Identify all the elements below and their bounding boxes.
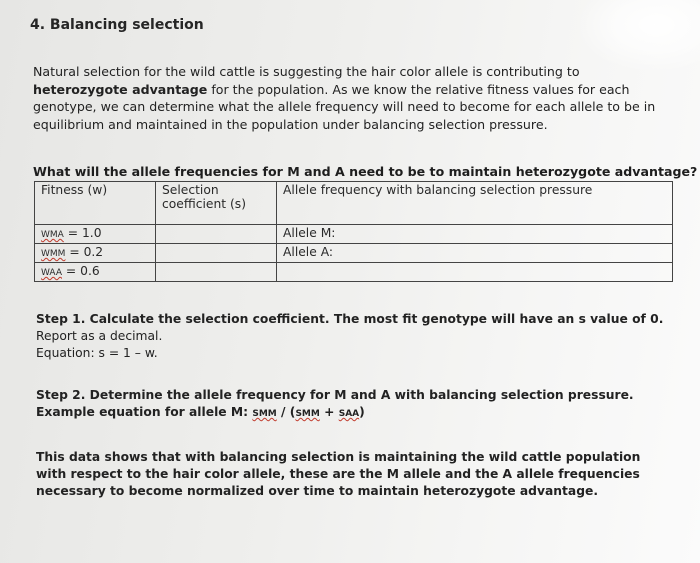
step-2-label: Step 2. [36, 388, 86, 402]
step-1-line-1 [36, 311, 666, 328]
step-2-text: Determine the allele frequency for M and A with balancing selection pressure. [85, 388, 634, 402]
intro-text-1: Natural selection for the wild cattle is suggesting the hair color allele is contributing to [33, 64, 580, 79]
table-row [35, 263, 673, 282]
step-1-block [36, 311, 666, 362]
selection-cell[interactable] [156, 225, 277, 244]
step-1-line-3: Equation: s = 1 – w. [36, 346, 158, 360]
eq-term-smm: SMM [252, 409, 277, 419]
fitness-cell [35, 244, 156, 263]
allele-cell[interactable] [277, 263, 673, 282]
table-row [35, 244, 673, 263]
intro-text-2: for the population. As we know the relative fitness values for each genotype, we can determine what the allele frequency will need to become for each allele to be in equilibrium and maintained in the population under balancing selection pressure. [33, 81, 656, 132]
eq-term-smm-2: SMM [295, 409, 320, 419]
intro-paragraph [33, 63, 673, 133]
table-header-row [35, 182, 673, 225]
header-selection: Selection coefficient (s) [156, 182, 277, 225]
fitness-value: = 0.6 [65, 264, 100, 278]
fitness-table [34, 181, 673, 282]
eq-term-saa: SAA [338, 409, 360, 419]
allele-cell[interactable]: Allele A: [277, 244, 673, 263]
question-text: What will the allele frequencies for M and A need to be to maintain heterozygote advantage? [33, 164, 698, 179]
header-allele-frequency: Allele frequency with balancing selection pressure [277, 182, 673, 225]
header-fitness: Fitness (w) [35, 182, 156, 225]
step-1-label: Step 1. [36, 312, 86, 326]
fitness-value: = 0.2 [69, 245, 104, 259]
section-heading: 4. Balancing selection [30, 17, 204, 33]
eq-divide: / ( [276, 405, 296, 419]
fitness-value: = 1.0 [67, 226, 102, 240]
step-1-text: Calculate the selection coefficient. The most fit genotype will have an s value of 0. [85, 312, 664, 326]
step-2-block [36, 387, 666, 423]
fitness-cell [35, 225, 156, 244]
selection-cell[interactable] [156, 244, 277, 263]
fitness-cell [35, 263, 156, 282]
summary-text: This data shows that with balancing selection is maintaining the wild cattle population with respect to the hair color allele, these are the M allele and the A allele frequencies necessary to become normalized over time to maintain heterozygote advantage. [36, 450, 641, 498]
eq-plus: + [319, 405, 339, 419]
step-1-line-2: Report as a decimal. [36, 329, 163, 343]
intro-bold-term: heterozygote advantage [33, 81, 208, 97]
table-row [35, 225, 673, 244]
allele-cell[interactable]: Allele M: [277, 225, 673, 244]
step-2-line-1 [36, 387, 666, 404]
step-2-eq-prefix: Example equation for allele M: [36, 405, 253, 419]
genotype-label: WMM [41, 249, 66, 259]
selection-cell[interactable] [156, 263, 277, 282]
genotype-label: WMA [41, 230, 64, 240]
step-2-line-2 [36, 404, 666, 423]
summary-paragraph [36, 449, 666, 500]
eq-close: ) [359, 405, 365, 419]
genotype-label: WAA [41, 268, 62, 278]
